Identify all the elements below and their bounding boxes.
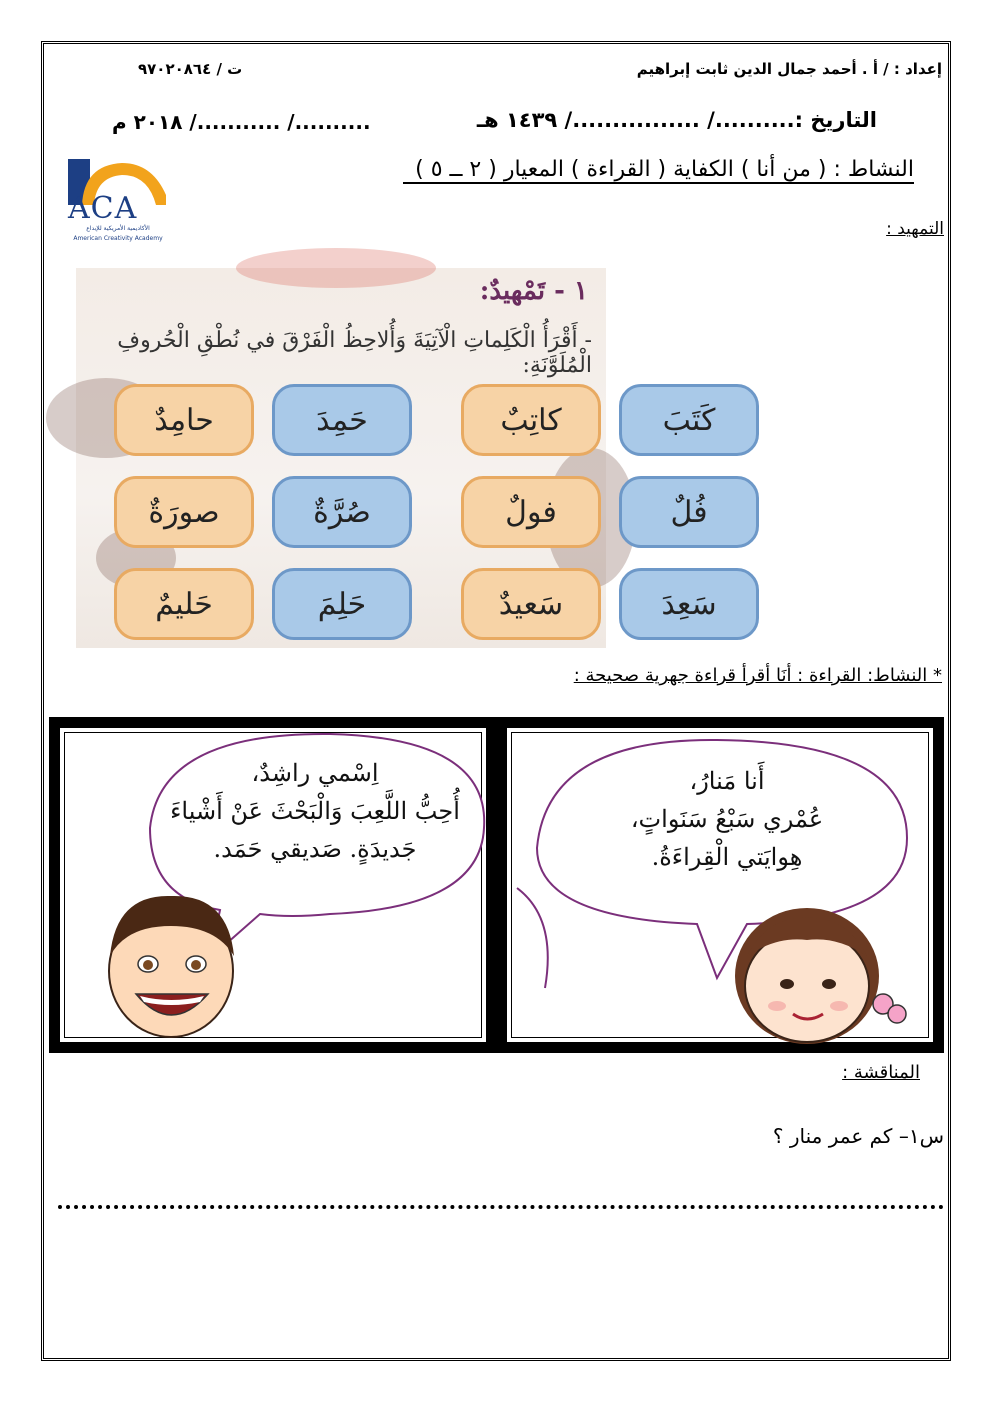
manar-line-1: أَنا مَنارُ، xyxy=(689,767,765,795)
date-gregorian: ........../ .........../ ٢٠١٨ م xyxy=(112,110,371,134)
logo-text: ACA xyxy=(68,191,138,226)
manar-line-3: هِوايَتي الْقِراءَةُ. xyxy=(651,843,803,871)
answer-line[interactable] xyxy=(58,1205,944,1209)
stain-mark xyxy=(236,248,436,288)
panel-rashid xyxy=(57,725,489,1045)
activity-title: النشاط : ( من أنا ) الكفاية ( القراءة ) المعيار ( ٢ ــ ٥ ) xyxy=(403,157,914,184)
rashid-line-3: جَديدَةٍ. صَديقي حَمَد. xyxy=(213,835,417,863)
logo-subtitle-ar: الأكاديمية الأمريكية للإبداع xyxy=(86,225,150,232)
manar-line-2: عُمْري سَبْعُ سَنَواتٍ، xyxy=(630,805,824,833)
word-card: فولٌ xyxy=(461,476,601,548)
word-card: حَمِدَ xyxy=(272,384,412,456)
word-card: فُلٌ xyxy=(619,476,759,548)
word-card: كَتَبَ xyxy=(619,384,759,456)
manar-speech xyxy=(557,762,897,876)
word-card: حَلِمَ xyxy=(272,568,412,640)
word-card: سَعيدٌ xyxy=(461,568,601,640)
rashid-speech xyxy=(160,754,470,868)
page-border xyxy=(41,41,951,1361)
date-hijri: التاريخ :........../ ................/ ١٤٣٩ هـ xyxy=(476,108,877,132)
discussion-label: المناقشة : xyxy=(842,1062,920,1083)
phone-number: ت / ٩٧٠٢٠٨٦٤ xyxy=(138,60,243,78)
aca-logo xyxy=(62,155,174,245)
panel-manar xyxy=(504,725,936,1045)
word-card: كاتِبٌ xyxy=(461,384,601,456)
prepared-by: إعداد : / أ . أحمد جمال الدين ثابت إبراهيم xyxy=(636,60,942,78)
word-card: حَليمٌ xyxy=(114,568,254,640)
rashid-line-2: أُحِبُّ اللَّعِبَ وَالْبَحْثَ عَنْ أَشْياءَ xyxy=(170,797,460,825)
word-card: صورَةٌ xyxy=(114,476,254,548)
boy-avatar-icon xyxy=(96,886,246,1046)
girl-avatar-icon xyxy=(707,896,907,1046)
intro-label: التمهيد : xyxy=(886,219,944,239)
speech-panels xyxy=(49,717,944,1053)
question-1: س١– كم عمر منار ؟ xyxy=(772,1124,944,1148)
reading-activity-label: * النشاط: القراءة : أنَا أقرأ قراءة جهرية صحيحة : xyxy=(573,665,942,686)
word-card: سَعِدَ xyxy=(619,568,759,640)
intro-worksheet-image xyxy=(76,268,717,648)
rashid-line-1: اِسْمي راشِدٌ، xyxy=(251,759,379,787)
intro-image-title: ١ - تَمْهيدٌ: xyxy=(479,276,588,306)
word-card: حامِدٌ xyxy=(114,384,254,456)
logo-subtitle-en: American Creativity Academy xyxy=(73,235,163,242)
intro-instruction: - أَقْرَأُ الْكَلِماتِ الْآتِيَةَ وَأُلاحِظُ الْفَرْقَ في نُطْقِ الْحُروفِ الْمُلَوَّنَةِ: xyxy=(117,328,592,378)
word-card: صُرَّةٌ xyxy=(272,476,412,548)
